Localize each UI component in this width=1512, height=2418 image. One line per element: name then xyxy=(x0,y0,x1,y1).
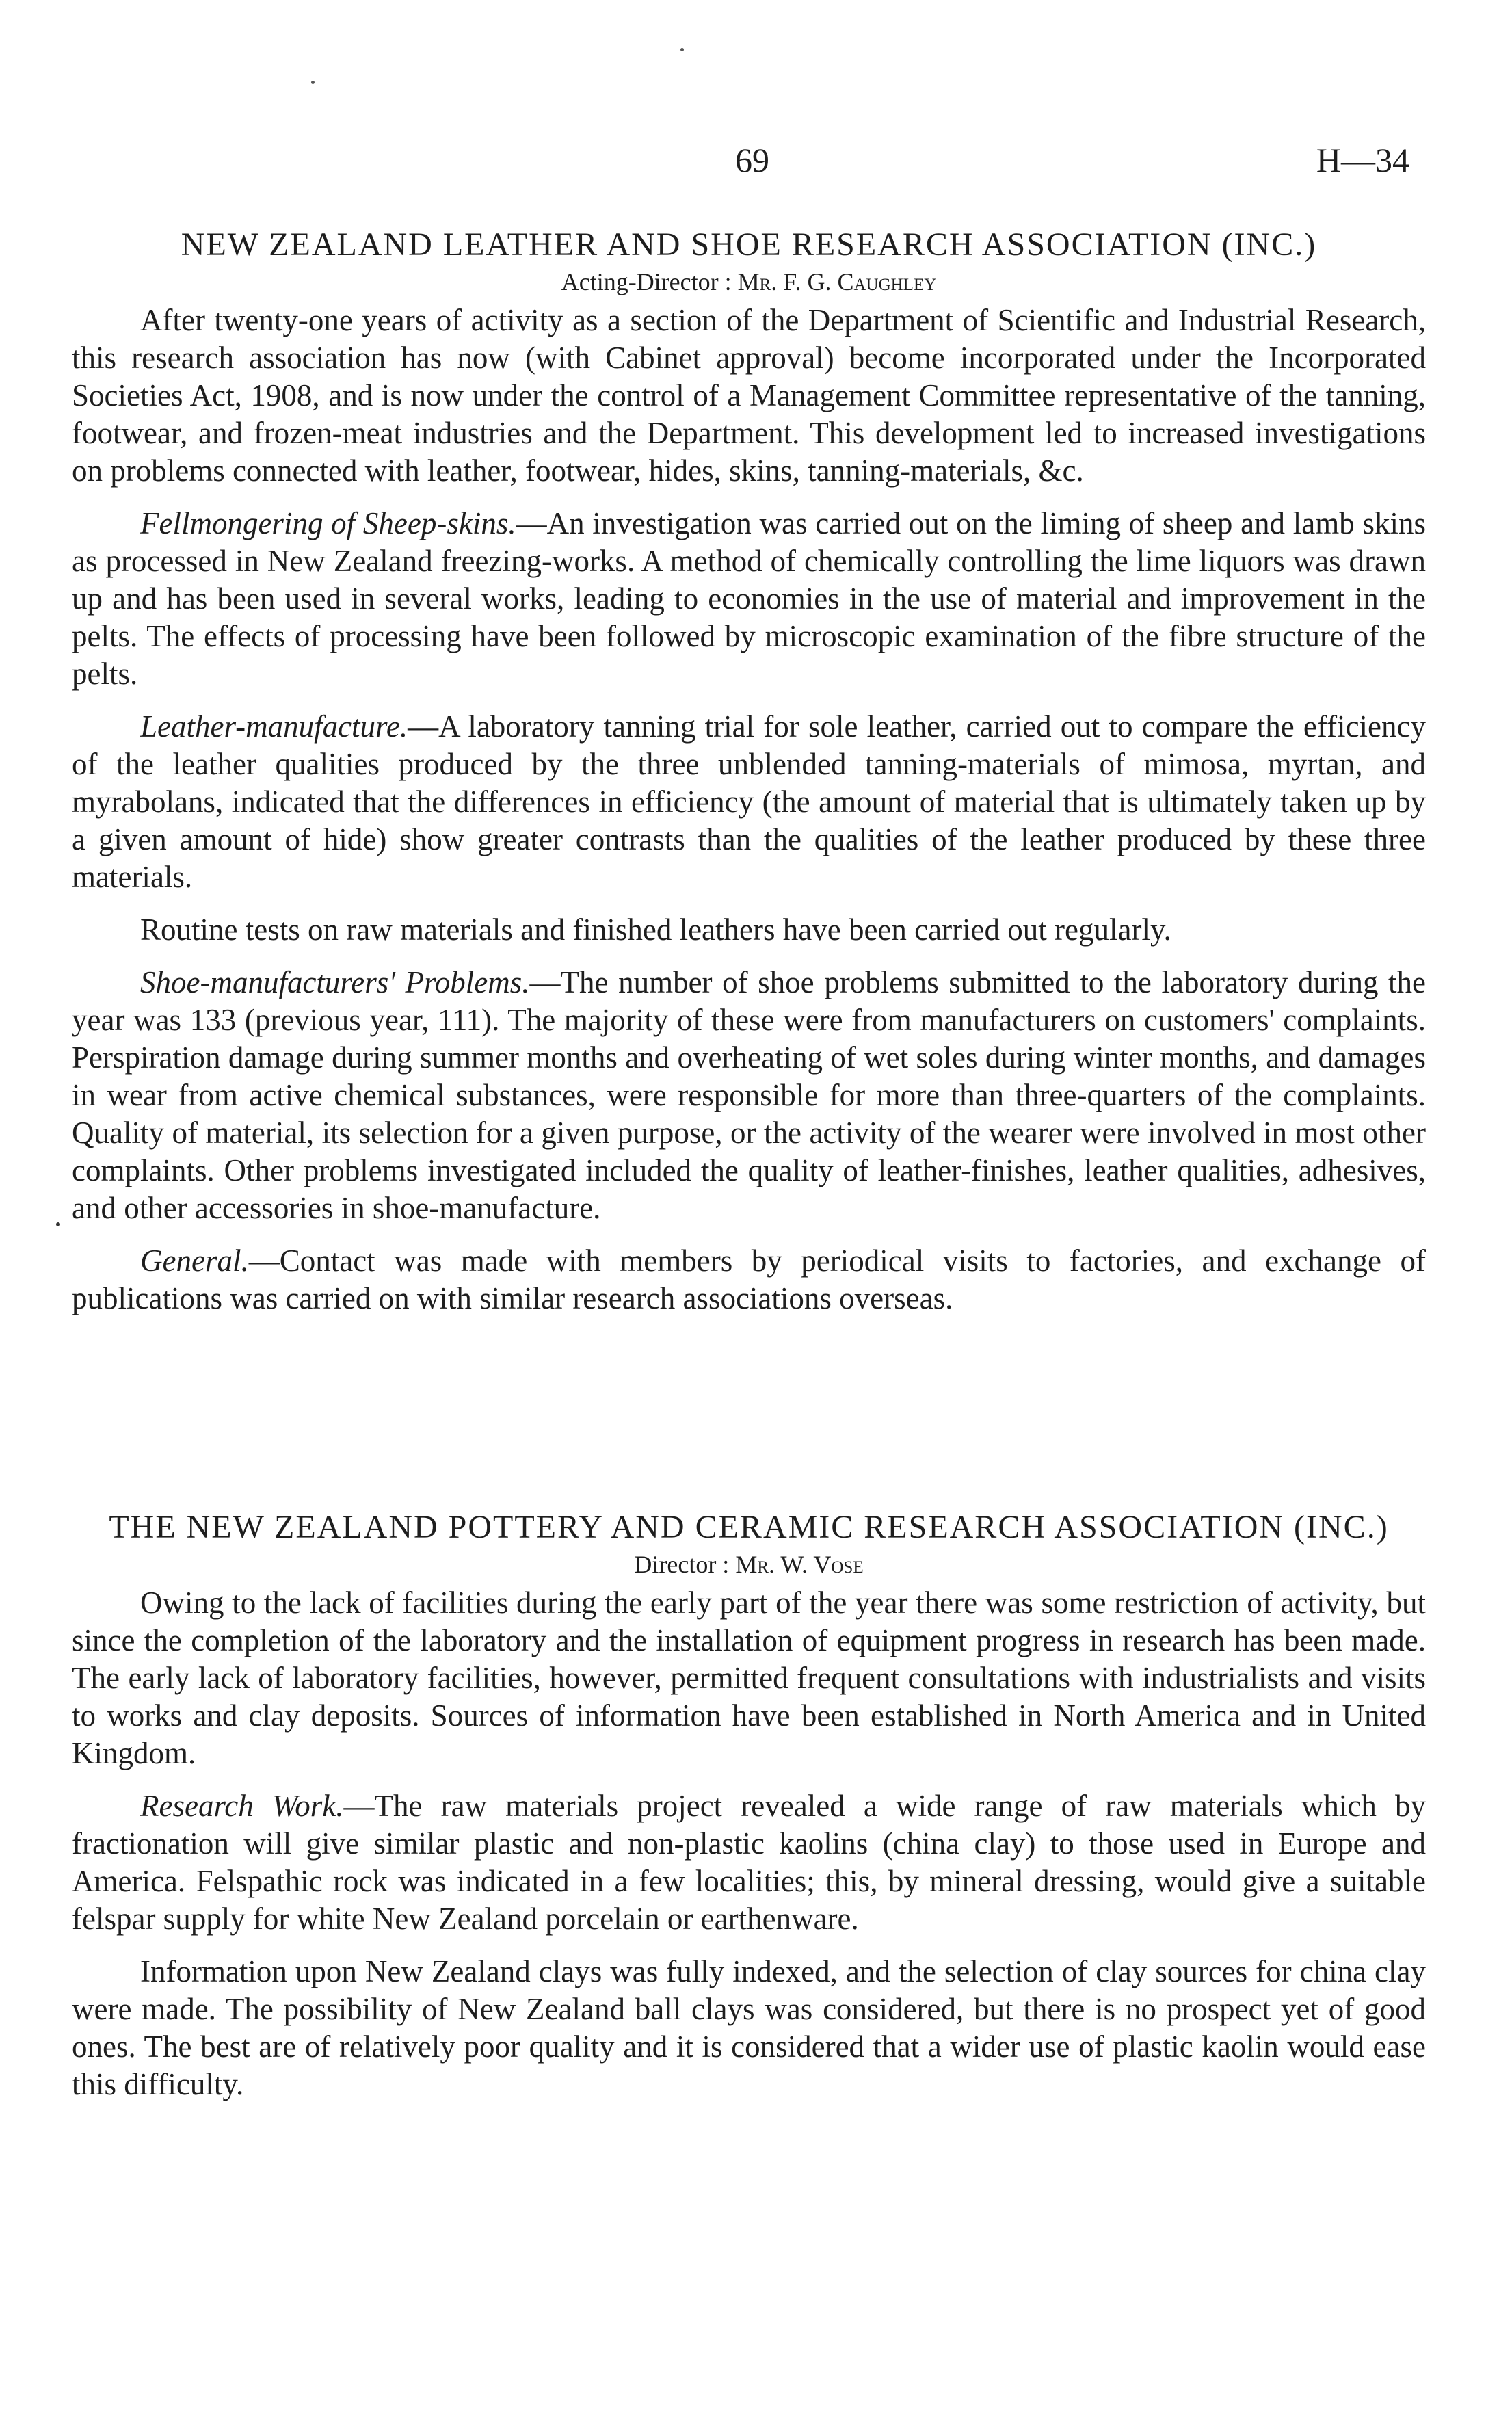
paragraph-text: —A laboratory tanning trial for sole leather, carried out to compare the efficiency of the leather qualities produced by the three unblended tanning-materials of mimosa, myrtan, and myrabolans, indicated that the differences in efficiency (the amount of material that is ultimately taken up by a given amount of hide) show greater contrasts than the qualities of the leather produced by these three materials. xyxy=(72,709,1426,894)
paragraph xyxy=(72,911,1426,949)
paragraph-lead: General. xyxy=(140,1244,249,1278)
paragraph-lead: Shoe-manufacturers' Problems. xyxy=(140,965,530,999)
byline-role: Director : xyxy=(634,1551,730,1578)
paragraph-lead: Research Work. xyxy=(140,1789,344,1823)
paragraph-text: Routine tests on raw materials and finished leathers have been carried out regularly. xyxy=(140,912,1171,947)
scan-speck xyxy=(680,48,684,51)
paragraph xyxy=(72,1242,1426,1317)
paragraph-lead: Leather-manufacture. xyxy=(140,709,408,744)
paragraph xyxy=(72,505,1426,693)
section-pottery-ceramic xyxy=(72,1508,1426,2118)
paragraph xyxy=(72,964,1426,1227)
section-leather-shoe xyxy=(72,226,1426,1332)
margin-mark xyxy=(56,1222,60,1226)
section-title: THE NEW ZEALAND POTTERY AND CERAMIC RESEARCH ASSOCIATION (INC.) xyxy=(109,1509,1389,1545)
paragraph-text: Owing to the lack of facilities during the early part of the year there was some restriction of activity, but since the completion of the laboratory and the installation of equipment progress in research has been made. The early lack of laboratory facilities, however, permitted frequent consultations with industrialists and visits to works and clay deposits. Sources of information have been established in North America and in United Kingdom. xyxy=(72,1586,1426,1770)
paragraph-text: —An investigation was carried out on the liming of sheep and lamb skins as processed in New Zealand freezing-works. A method of chemically controlling the lime liquors was drawn up and has been used in several works, leading to economies in the use of material and improvement in the pelts. The effects of processing have been followed by microscopic examination of the fibre structure of the pelts. xyxy=(72,506,1426,691)
section-title: NEW ZEALAND LEATHER AND SHOE RESEARCH ASSOCIATION (INC.) xyxy=(181,226,1317,263)
paragraph xyxy=(72,1584,1426,1772)
paragraph xyxy=(72,708,1426,896)
section-byline xyxy=(72,265,1426,299)
paragraph xyxy=(72,302,1426,490)
paragraph-text: —Contact was made with members by periodical visits to factories, and exchange of publications was carried on with similar research associations overseas. xyxy=(72,1244,1426,1315)
page-number: 69 xyxy=(735,141,769,179)
paragraph-text: After twenty-one years of activity as a section of the Department of Scientific and Industrial Research, this research association has now (with Cabinet approval) become incorporated under the Incorporated Societies Act, 1908, and is now under the control of a Management Committee representative of the tanning, footwear, and frozen-meat industries and the Department. This development led to increased investigations on problems connected with leather, footwear, hides, skins, tanning-materials, &c. xyxy=(72,303,1426,488)
paragraph xyxy=(72,1787,1426,1938)
byline-role: Acting-Director : xyxy=(561,268,732,295)
byline-person: Mr. W. Vose xyxy=(735,1551,864,1578)
paragraph-text: —The number of shoe problems submitted to the laboratory during the year was 133 (previous year, 111). The majority of these were from manufacturers on customers' complaints. Perspiration damage during summer months and overheating of wet soles during winter months, and damages in wear from active chemical substances, were responsible for more than three-quarters of the complaints. Quality of material, its selection for a given purpose, or the activity of the wearer were involved in most other complaints. Other problems investigated included the quality of leather-finishes, leather qualities, adhesives, and other accessories in shoe-manufacture. xyxy=(72,965,1426,1225)
byline-person: Mr. F. G. Caughley xyxy=(737,268,937,295)
scan-speck xyxy=(311,81,315,84)
paragraph xyxy=(72,1953,1426,2103)
page-reference: H—34 xyxy=(1316,141,1409,179)
paragraph-text: Information upon New Zealand clays was fully indexed, and the selection of clay sources for china clay were made. The possibility of New Zealand ball clays was considered, but there is no prospect yet of good ones. The best are of relatively poor quality and it is considered that a wider use of plastic kaolin would ease this difficulty. xyxy=(72,1954,1426,2101)
paragraph-text: —The raw materials project revealed a wide range of raw materials which by fractionation will give similar plastic and non-plastic kaolins (china clay) to those used in Europe and America. Felspathic rock was indicated in a few localities; this, by mineral dressing, would give a suitable felspar supply for white New Zealand porcelain or earthenware. xyxy=(72,1789,1426,1936)
paragraph-lead: Fellmongering of Sheep-skins. xyxy=(140,506,516,540)
section-byline xyxy=(72,1547,1426,1581)
